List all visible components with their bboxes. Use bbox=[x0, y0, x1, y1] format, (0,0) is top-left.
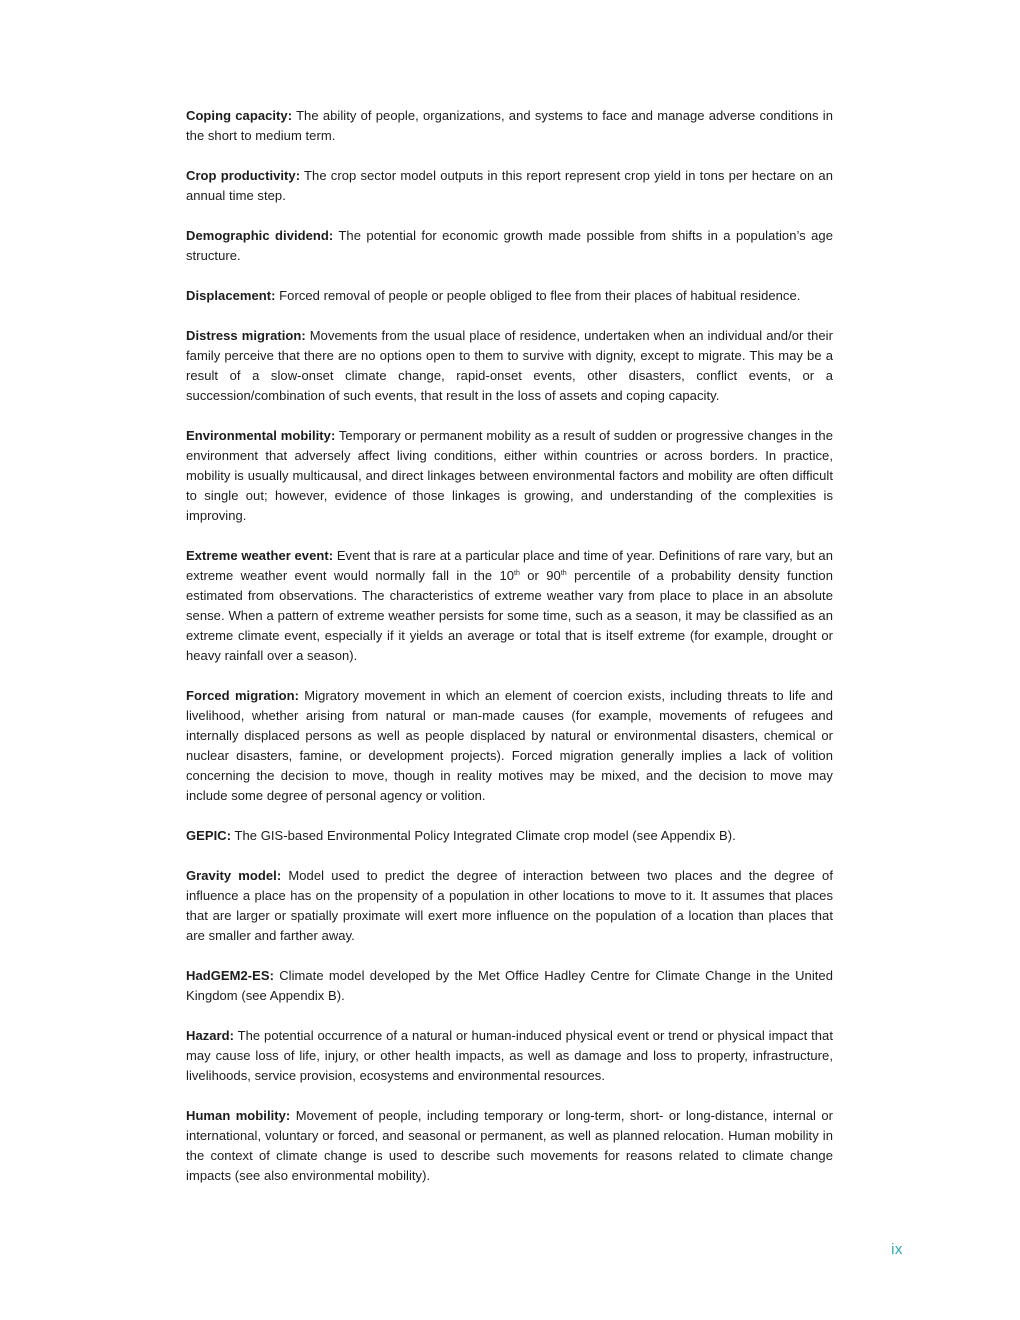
glossary-term: Distress migration: bbox=[186, 328, 306, 343]
glossary-entry-hazard bbox=[186, 1026, 833, 1086]
glossary-definition: or 90 bbox=[519, 568, 561, 583]
superscript-th: th bbox=[560, 570, 567, 577]
glossary-entry-environmental-mobility bbox=[186, 426, 833, 526]
glossary-term: Displacement: bbox=[186, 288, 276, 303]
glossary-definition: Event that is rare at a particular place and time of year. Definitions of rare vary, but an extreme weather event would normally fall in the 10 bbox=[186, 548, 833, 583]
glossary-definition: percentile of a probability density function estimated from observations. The characteristics of extreme weather vary from place to place in an absolute sense. When a pattern of extreme weather persists for some time, such as a season, it may be classified as an extreme climate event, especially if it yields an average or total that is itself extreme (for example, drought or heavy rainfall over a season). bbox=[186, 568, 833, 663]
glossary-term: Human mobility: bbox=[186, 1108, 291, 1123]
glossary-definition: Climate model developed by the Met Office Hadley Centre for Climate Change in the United Kingdom (see Appendix B). bbox=[186, 968, 833, 1003]
glossary-entry-extreme-weather-event bbox=[186, 546, 833, 666]
glossary-entry-distress-migration bbox=[186, 326, 833, 406]
glossary-definition: The potential occurrence of a natural or human-induced physical event or trend or physical impact that may cause loss of life, injury, or other health impacts, as well as damage and loss to property, infrastructure, livelihoods, service provision, ecosystems and environmental resources. bbox=[186, 1028, 833, 1083]
glossary-entry-hadgem2-es bbox=[186, 966, 833, 1006]
glossary-definition: The crop sector model outputs in this report represent crop yield in tons per hectare on an annual time step. bbox=[186, 168, 833, 203]
glossary-definition: The ability of people, organizations, and systems to face and manage adverse conditions in the short to medium term. bbox=[186, 108, 834, 143]
glossary-definition: Model used to predict the degree of interaction between two places and the degree of influence a place has on the propensity of a population in other locations to move to it. It assumes that places that are larger or spatially proximate will exert more influence on the population of a location than places that are smaller and farther away. bbox=[186, 868, 834, 943]
glossary-definition: Forced removal of people or people obliged to flee from their places of habitual residence. bbox=[275, 288, 801, 303]
glossary-entry-forced-migration bbox=[186, 686, 833, 806]
glossary-entry-coping-capacity bbox=[186, 106, 833, 146]
glossary-term: HadGEM2-ES: bbox=[186, 968, 274, 983]
superscript-th: th bbox=[514, 570, 520, 577]
glossary-term: Gravity model: bbox=[186, 868, 282, 883]
glossary-term: Coping capacity: bbox=[186, 108, 293, 123]
glossary-entry-displacement bbox=[186, 286, 833, 306]
glossary-term: Extreme weather event: bbox=[186, 548, 334, 563]
glossary-term: Crop productivity: bbox=[186, 168, 301, 183]
glossary-term: Hazard: bbox=[186, 1028, 235, 1043]
glossary-definition: Migratory movement in which an element of coercion exists, including threats to life and livelihood, whether arising from natural or man-made causes (for example, movements of refugees and internally displaced persons as well as people displaced by natural or environmental disasters, chemical or nuclear disasters, famine, or development projects). Forced migration generally implies a lack of volition concerning the decision to move, though in reality motives may be mixed, and the decision to move may include some degree of personal agency or volition. bbox=[186, 688, 833, 803]
glossary-list bbox=[186, 106, 833, 1206]
glossary-term: Demographic dividend: bbox=[186, 228, 334, 243]
glossary-term: Environmental mobility: bbox=[186, 428, 336, 443]
glossary-definition: Temporary or permanent mobility as a result of sudden or progressive changes in the environment that adversely affect living conditions, either within countries or across borders. In practice, mobility is usually multicausal, and direct linkages between environmental factors and mobility are often difficult to single out; however, evidence of those linkages is growing, and understanding of the complexities is improving. bbox=[186, 428, 833, 523]
page-number: ix bbox=[891, 1241, 903, 1258]
glossary-definition: The potential for economic growth made possible from shifts in a population’s age structure. bbox=[186, 228, 833, 263]
glossary-entry-gravity-model bbox=[186, 866, 833, 946]
glossary-term: Forced migration: bbox=[186, 688, 299, 703]
glossary-definition: The GIS-based Environmental Policy Integrated Climate crop model (see Appendix B). bbox=[231, 828, 736, 843]
glossary-entry-human-mobility bbox=[186, 1106, 833, 1186]
glossary-definition: Movement of people, including temporary or long-term, short- or long-distance, internal or international, voluntary or forced, and seasonal or permanent, as well as planned relocation. Human mobility in the context of climate change is used to describe such movements for reasons related to climate change impacts (see also environmental mobility). bbox=[186, 1108, 833, 1183]
glossary-entry-demographic-dividend bbox=[186, 226, 833, 266]
glossary-term: GEPIC: bbox=[186, 828, 232, 843]
glossary-entry-gepic bbox=[186, 826, 833, 846]
glossary-definition: Movements from the usual place of residence, undertaken when an individual and/or their family perceive that there are no options open to them to survive with dignity, except to migrate. This may be a result of a slow-onset climate change, rapid-onset events, other disasters, conflict events, or a succession/combination of such events, that result in the loss of assets and coping capacity. bbox=[186, 328, 833, 403]
glossary-entry-crop-productivity bbox=[186, 166, 833, 206]
